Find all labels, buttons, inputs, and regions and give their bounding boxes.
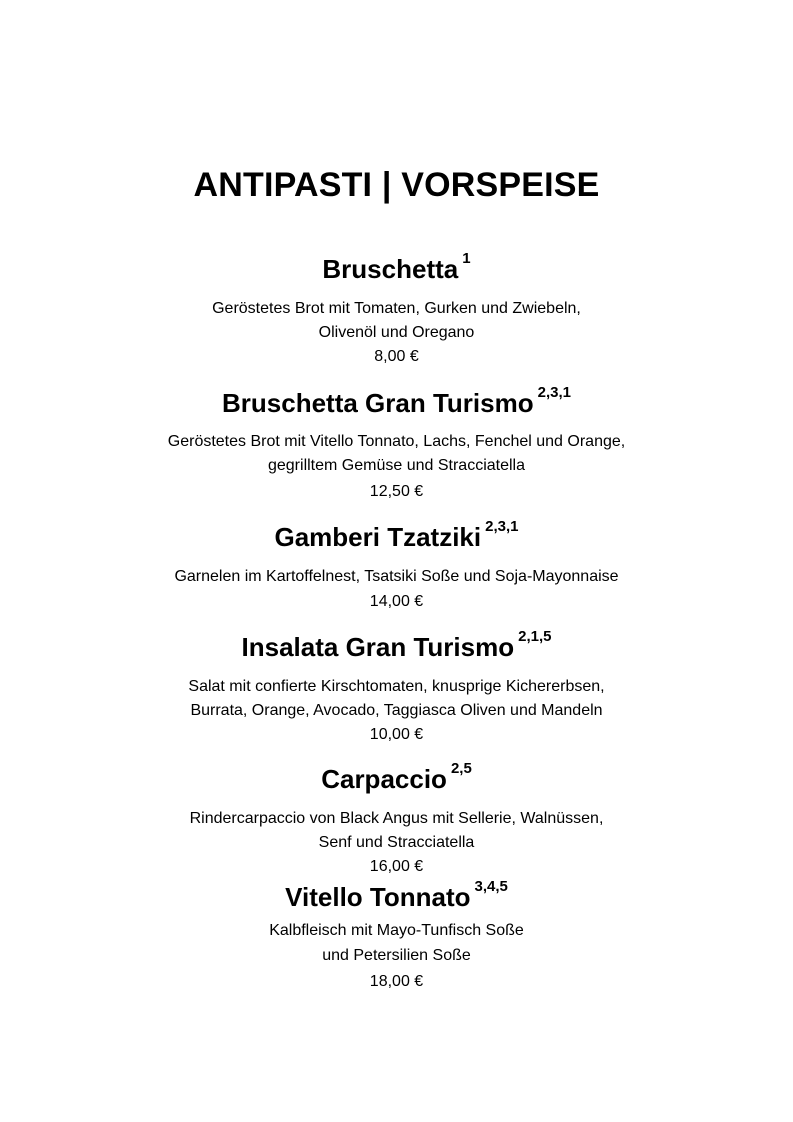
- dish-name-bruschetta: [0, 250, 793, 285]
- dish-description-line: Geröstetes Brot mit Vitello Tonnato, Lachs, Fenchel und Orange,: [167, 433, 626, 450]
- dish-description-line: Rindercarpaccio von Black Angus mit Sellerie, Walnüssen,: [189, 810, 604, 827]
- dish-price: 10,00 €: [369, 726, 424, 743]
- allergen-codes: 2,5: [450, 760, 472, 777]
- dish-price: 12,50 €: [369, 483, 424, 500]
- dish-description-line: gegrilltem Gemüse und Stracciatella: [267, 457, 525, 474]
- dish-price: 14,00 €: [369, 593, 424, 610]
- dish-name-gamberi-tzatziki: [0, 518, 793, 553]
- dish-price: 18,00 €: [369, 973, 424, 990]
- dish-description-line: Garnelen im Kartoffelnest, Tsatsiki Soße und Soja-Mayonnaise: [174, 568, 619, 585]
- dish-description-line: Senf und Stracciatella: [318, 834, 475, 851]
- dish-name-insalata-gran-turismo: [0, 628, 793, 663]
- dish-price: 16,00 €: [369, 858, 424, 875]
- dish-title: Gamberi Tzatziki: [274, 522, 482, 552]
- dish-title: Vitello Tonnato: [285, 882, 471, 912]
- allergen-codes: 2,1,5: [518, 628, 552, 645]
- dish-description-line: Salat mit confierte Kirschtomaten, knusprige Kichererbsen,: [188, 678, 605, 695]
- dish-description-line: Kalbfleisch mit Mayo-Tunfisch Soße: [269, 922, 524, 939]
- dish-description-line: Olivenöl und Oregano: [318, 324, 475, 341]
- dish-name-vitello-tonnato: [0, 878, 793, 913]
- allergen-codes: 2,3,1: [537, 384, 571, 401]
- dish-title: Bruschetta Gran Turismo: [222, 388, 534, 418]
- allergen-codes: 2,3,1: [485, 518, 519, 535]
- dish-name-bruschetta-gran-turismo: [0, 384, 793, 419]
- dish-description-line: Geröstetes Brot mit Tomaten, Gurken und Zwiebeln,: [212, 300, 581, 317]
- allergen-codes: 3,4,5: [474, 878, 508, 895]
- dish-name-carpaccio: [0, 760, 793, 795]
- page-title: ANTIPASTI | VORSPEISE: [193, 166, 600, 204]
- dish-description-line: Burrata, Orange, Avocado, Taggiasca Oliven und Mandeln: [190, 702, 603, 719]
- dish-title: Insalata Gran Turismo: [241, 632, 515, 662]
- dish-description-line: und Petersilien Soße: [322, 947, 471, 964]
- dish-title: Bruschetta: [322, 254, 459, 284]
- dish-price: 8,00 €: [374, 348, 419, 365]
- dish-title: Carpaccio: [321, 764, 447, 794]
- allergen-codes: 1: [462, 250, 471, 267]
